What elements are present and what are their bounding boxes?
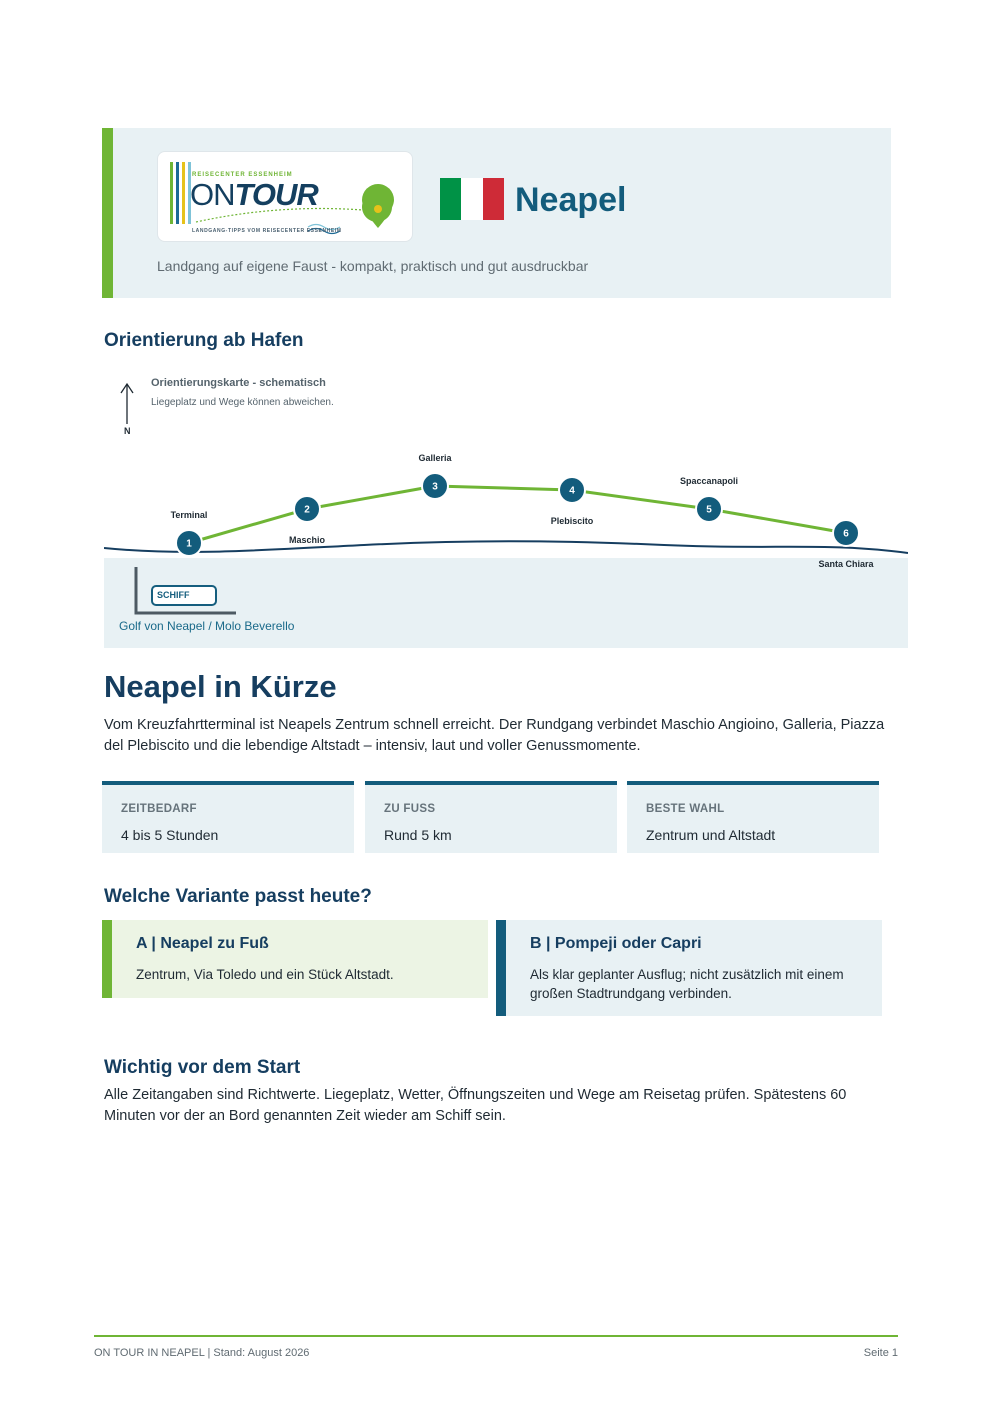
variant-text: Als klar geplanter Ausflug; nicht zusätzlich mit einem großen Stadtrundgang verbinden. [530,967,844,1001]
fact-value: Rund 5 km [384,827,452,843]
stop-label-spaccanapoli: Spaccanapoli [679,476,739,486]
fact-value: Zentrum und Altstadt [646,827,776,843]
important-heading: Wichtig vor dem Start [104,1057,301,1078]
stop-label-galleria: Galleria [418,453,452,463]
orientation-map [104,372,908,648]
logo-on: ON [190,177,235,212]
logo-kicker: REISECENTER ESSENHEIM [192,172,293,178]
logo-tagline: LANDGANG-TIPPS VOM REISECENTER ESSENHEIM [192,228,342,234]
stop-number-5: 5 [706,504,712,516]
logo-tour: TOUR [234,177,318,212]
logo-wordmark [190,179,318,211]
summary-heading: Neapel in Kürze [104,669,337,704]
page-title: Neapel [515,181,627,219]
variant-card-b [496,920,882,1016]
variants-heading: Welche Variante passt heute? [104,886,372,907]
fact-label: ZEITBEDARF [121,803,197,815]
stop-label-terminal: Terminal [170,510,208,520]
important-text: Alle Zeitangaben sind Richtwerte. Liegeplatz, Wetter, Öffnungszeiten und Wege am Reisetag prüfen. Spätestens 60 Minuten vor der an Bord genannten Zeit wieder am Schiff sein. [104,1087,847,1124]
bay-label: Golf von Neapel / Molo Beverello [119,619,295,633]
walking-route [189,486,846,543]
stop-label-santa-chiara: Santa Chiara [818,559,874,569]
stop-number-2: 2 [304,504,310,516]
fact-label: BESTE WAHL [646,803,725,815]
fact-label: ZU FUSS [384,803,436,815]
variant-card-a [102,920,488,998]
stop-number-1: 1 [186,538,192,550]
stop-number-3: 3 [432,481,438,493]
map-title: Orientierungskarte - schematisch [151,377,326,389]
variant-text: Zentrum, Via Toledo und ein Stück Altstadt. [136,967,394,982]
ship-marker: SCHIFF [151,585,217,606]
sea-area [104,558,908,648]
stop-number-4: 4 [569,485,575,497]
stop-number-6: 6 [843,528,849,540]
footer-divider [94,1335,898,1337]
ontour-logo [157,151,413,242]
map-note: Liegeplatz und Wege können abweichen. [151,397,334,408]
page-number: Seite 1 [863,1347,898,1359]
fact-card-time [102,781,354,853]
north-label: N [124,426,131,436]
footer-left: ON TOUR IN NEAPEL | Stand: August 2026 [94,1347,310,1359]
fact-card-best [627,781,879,853]
orientation-heading: Orientierung ab Hafen [104,330,304,351]
stop-label-plebiscito: Plebiscito [550,516,594,526]
page-subtitle: Landgang auf eigene Faust - kompakt, praktisch und gut ausdruckbar [157,258,589,274]
stop-label-maschio: Maschio [288,535,326,545]
map-drawing [104,372,908,648]
variant-title: B | Pompeji oder Capri [530,935,702,952]
fact-value: 4 bis 5 Stunden [121,827,219,843]
italy-flag-icon [440,178,504,220]
header-banner [102,128,891,298]
fact-card-walk [365,781,617,853]
variant-title: A | Neapel zu Fuß [136,935,269,952]
summary-text: Vom Kreuzfahrtterminal ist Neapels Zentrum schnell erreicht. Der Rundgang verbindet Maschio Angioino, Galleria, Piazza del Plebiscito und die lebendige Altstadt – intensiv, laut und voller Genussmomente. [104,717,885,754]
